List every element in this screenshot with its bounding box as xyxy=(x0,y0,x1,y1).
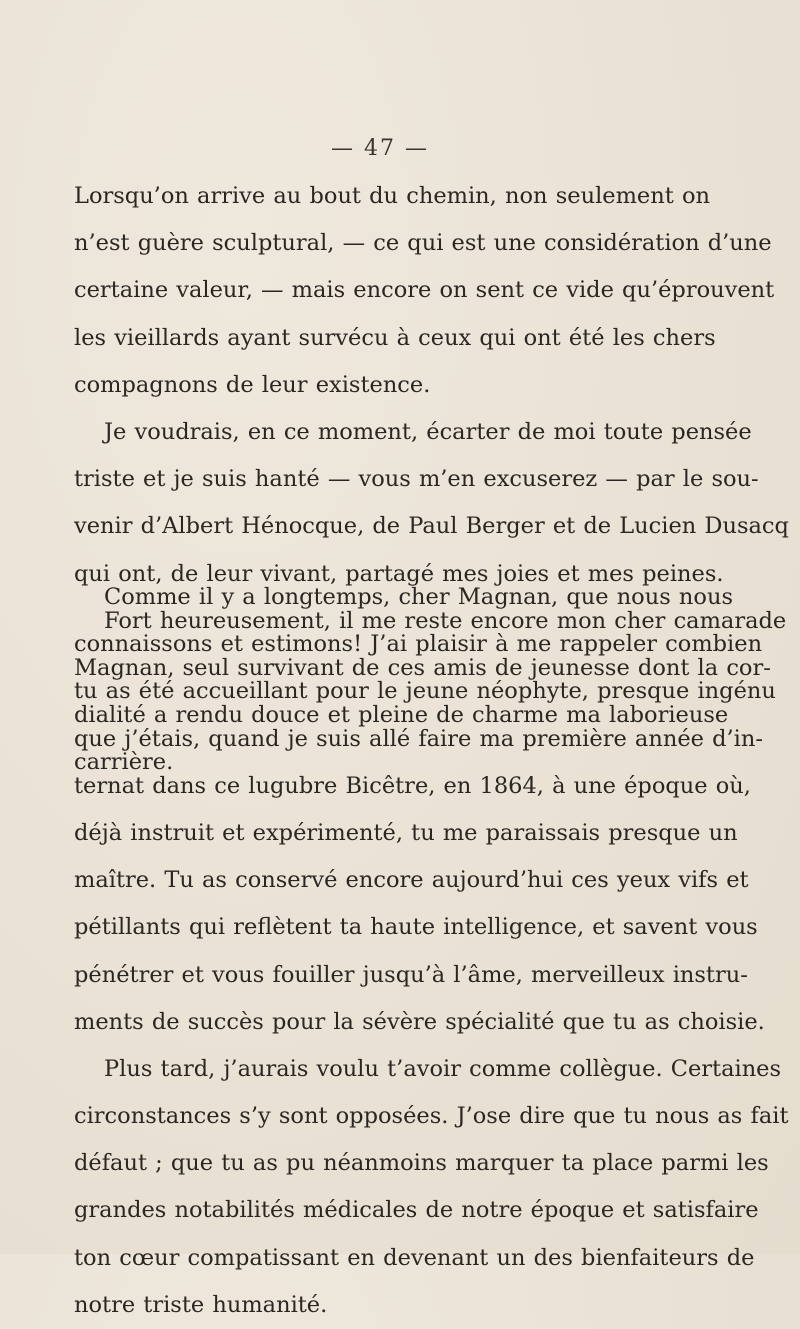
text-line: n’est guère sculptural, — ce qui est une considération d’une xyxy=(74,230,772,257)
text-line: déjà instruit et expérimenté, tu me paraissais presque un xyxy=(74,819,738,846)
text-line: Comme il y a longtemps, cher Magnan, que nous nous xyxy=(104,584,733,610)
text-line: connaissons et estimons! J’ai plaisir à me rappeler combien xyxy=(74,631,763,658)
text-block-2 xyxy=(74,574,789,1329)
text-line: ton cœur compatissant en devenant un des bienfaiteurs de xyxy=(74,1244,755,1271)
text-line: pétillants qui reflètent ta haute intelligence, et savent vous xyxy=(74,914,758,941)
text-line: Magnan, seul survivant de ces amis de jeunesse dont la cor- xyxy=(74,654,771,681)
text-line: pénétrer et vous fouiller jusqu’à l’âme, merveilleux instru- xyxy=(74,961,748,988)
text-line: tu as été accueillant pour le jeune néophyte, presque ingénu xyxy=(74,678,776,705)
text-line: notre triste humanité. xyxy=(74,1291,328,1318)
text-line: Je voudrais, en ce moment, écarter de moi toute pensée xyxy=(104,418,752,445)
text-line: qui ont, de leur vivant, partagé mes joies et mes peines. xyxy=(74,560,724,587)
text-line: venir d’Albert Hénocque, de Paul Berger et de Lucien Dusacq xyxy=(74,513,789,540)
text-line: dialité a rendu douce et pleine de charme ma laborieuse xyxy=(74,702,729,729)
text-line: certaine valeur, — mais encore on sent ce vide qu’éprouvent xyxy=(74,277,775,304)
text-line: carrière. xyxy=(74,749,174,776)
text-line: compagnons de leur existence. xyxy=(74,371,431,398)
text-line: Plus tard, j’aurais voulu t’avoir comme collègue. Certaines xyxy=(104,1055,782,1082)
text-line: ments de succès pour la sévère spécialité que tu as choisie. xyxy=(74,1008,765,1035)
text-line: que j’étais, quand je suis allé faire ma première année d’in- xyxy=(74,725,763,752)
text-line: grandes notabilités médicales de notre époque et satisfaire xyxy=(74,1197,759,1224)
text-line: ternat dans ce lugubre Bicêtre, en 1864, à une époque où, xyxy=(74,772,751,799)
text-line: triste et je suis hanté — vous m’en excuserez — par le sou- xyxy=(74,466,759,493)
page-number: — 47 — xyxy=(331,136,429,161)
text-line: Lorsqu’on arrive au bout du chemin, non seulement on xyxy=(74,183,710,209)
text-line: maître. Tu as conservé encore aujourd’hui ces yeux vifs et xyxy=(74,867,749,894)
text-line: Fort heureusement, il me reste encore mon cher camarade xyxy=(104,607,787,634)
text-line: défaut ; que tu as pu néanmoins marquer ta place parmi les xyxy=(74,1150,769,1177)
text-line: les vieillards ayant survécu à ceux qui ont été les chers xyxy=(74,324,716,351)
text-line: circonstances s’y sont opposées. J’ose dire que tu nous as fait xyxy=(74,1103,789,1130)
